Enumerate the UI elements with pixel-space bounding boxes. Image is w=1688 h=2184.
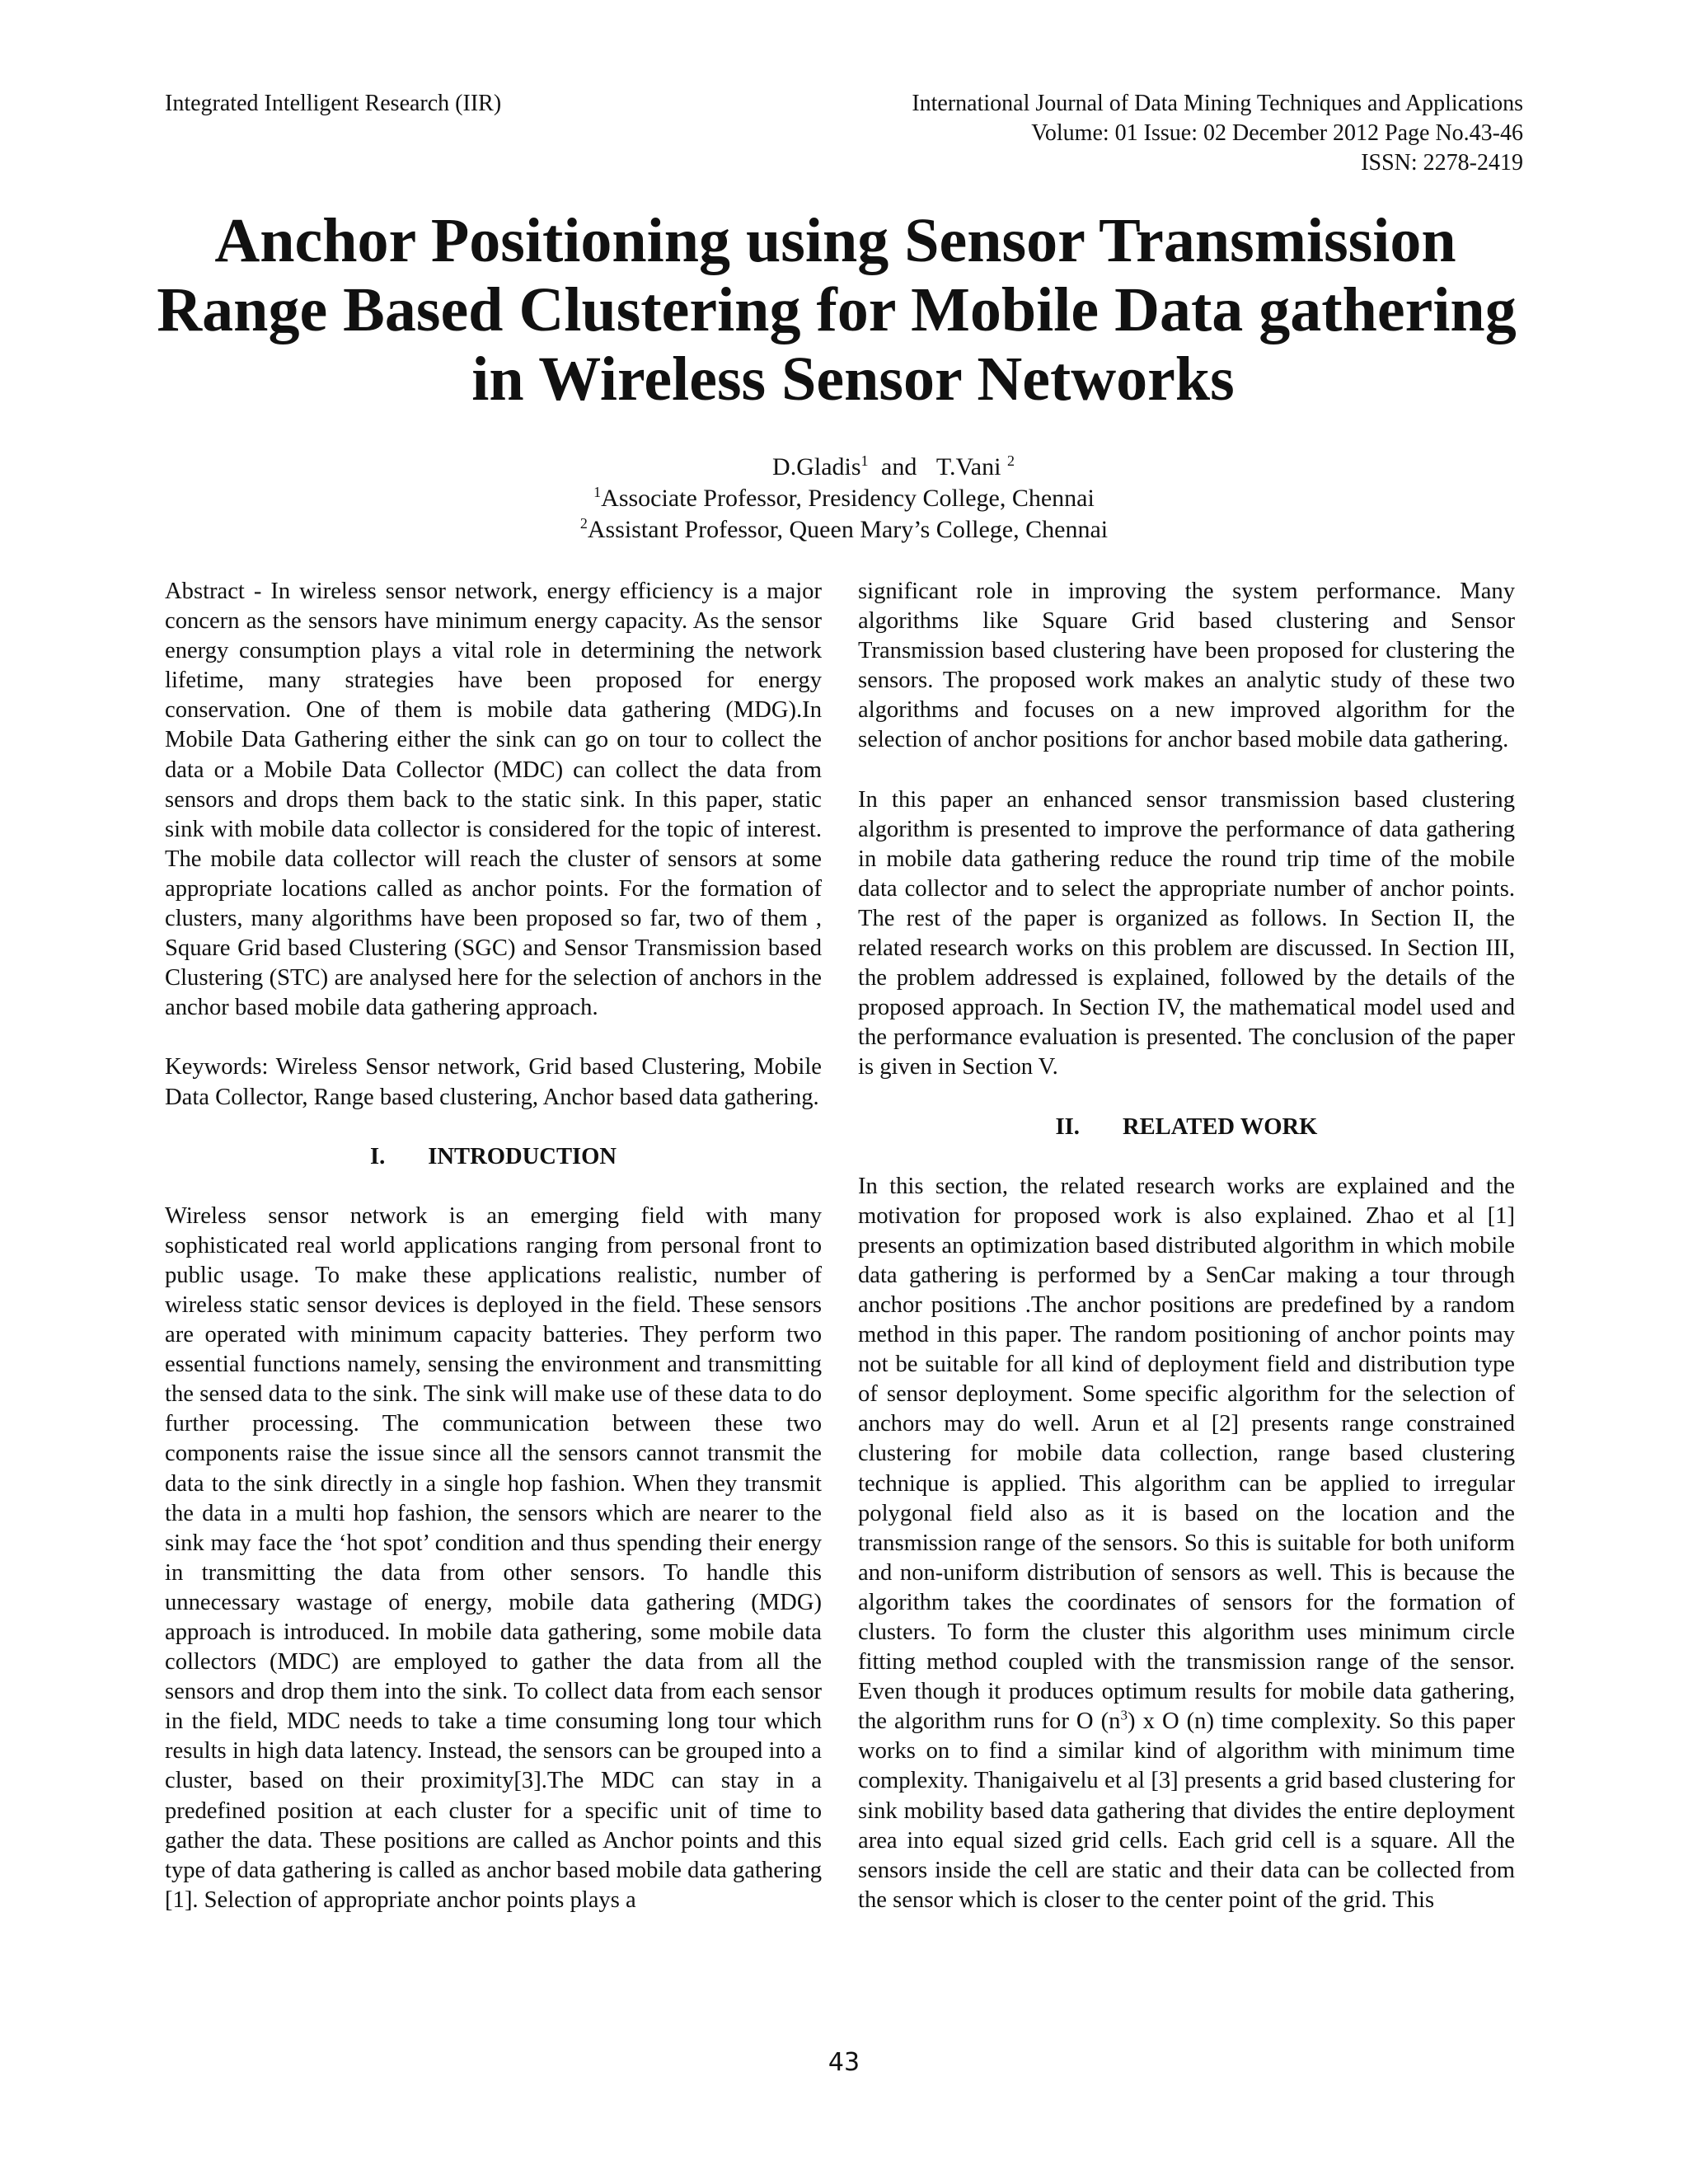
journal-name: International Journal of Data Mining Techniques and Applications [912,91,1523,116]
running-header-left: Integrated Intelligent Research (IIR) [165,91,502,116]
author-2-sup: 2 [1006,452,1015,469]
affiliation-1 [0,483,1688,514]
paper-title [148,206,1525,414]
affiliation-2-sup: 2 [579,515,588,532]
section-number: II. [1055,1113,1080,1140]
author-1-sup: 1 [860,452,869,469]
complexity-exponent: 3 [1120,1707,1128,1723]
author-2: T.Vani [935,453,1001,480]
issn: ISSN: 2278-2419 [1361,150,1523,176]
author-line [673,453,1015,480]
introduction-paragraph-2: In this paper an enhanced sensor transmission based clustering algorithm is presented to improve the performance of data gathering in mobile data gathering reduce the round trip time of the mobile data collector and to select the appropriate number of anchor points. The rest of the paper is organized as follows. In Section II, the related research works on this problem are discussed. In Section III, the problem addressed is explained, followed by the details of the proposed approach. In Section IV, the mathematical model used and the performance evaluation is presented. The conclusion of the paper is given in Section V. [858,786,1515,1080]
related-work-text-b: ) x O (n) time complexity. So this paper works on to find a similar kind of algorithm with minimum time complexity. Thanigaivelu et al [3] presents a grid based clustering for sink mobility based data gathering that divides the entire deployment area into equal sized grid cells. Each grid cell is a square. All the sensors inside the cell are static and their data can be collected from the sensor which is closer to the center point of the grid. This [858,1708,1516,1913]
affiliation-2 [0,514,1688,546]
introduction-continued: significant role in improving the system performance. Many algorithms like Square Grid based clustering and Sensor Transmission based clustering have been proposed for clustering the sensors. The proposed work makes an analytic study of these two algorithms and focuses on a new improved algorithm for the selection of anchor positions for anchor based mobile data gathering. [858,579,1515,753]
author-block [0,452,1688,546]
volume-info: Volume: 01 Issue: 02 December 2012 Page No.43-46 [1031,120,1523,146]
author-1: D.Gladis [772,453,861,480]
section-title: INTRODUCTION [428,1143,617,1169]
right-column [858,577,1515,1915]
section-heading-introduction [165,1142,822,1172]
keywords: Keywords: Wireless Sensor network, Grid based Clustering, Mobile Data Collector, Range based clustering, Anchor based data gathering. [165,1054,822,1110]
left-column [165,577,822,1915]
title-line-3: in Wireless Sensor Networks [471,344,1235,414]
section-number: I. [369,1143,386,1169]
author-and: and [881,453,917,480]
title-line-1: Anchor Positioning using Sensor Transmission [214,206,1456,275]
section-title: RELATED WORK [1122,1113,1318,1140]
section-heading-related-work [858,1113,1515,1142]
related-work-text-a: In this section, the related research works are explained and the motivation for proposed work is also explained. Zhao et al [1] presents an optimization based distributed algorithm in which mobile data gathering is performed by a SenCar making a tour through anchor positions .The anchor positions are predefined by a random method in this paper. The random positioning of anchor points may not be suitable for all kind of deployment field and distribution type of sensor deployment. Some specific algorithm for the selection of anchors may do well. Arun et al [2] presents range constrained clustering for mobile data collection, range based clustering technique is applied. This algorithm can be applied to irregular polygonal field also as it is based on the location and the transmission range of the sensors. So this is suitable for both uniform and non-uniform distribution of sensors as well. This is because the algorithm takes the coordinates of sensors for the formation of clusters. To form the cluster this algorithm uses minimum circle fitting method coupled with the transmission range of the sensor. Even though it produces optimum results for mobile data gathering, the algorithm runs for O (n [858,1173,1515,1735]
affiliation-1-sup: 1 [593,484,602,500]
page-number: 43 [828,2048,860,2077]
abstract: Abstract - In wireless sensor network, energy efficiency is a major concern as the sensors have minimum energy capacity. As the sensor energy consumption plays a vital role in determining the network lifetime, many strategies have been proposed for energy conservation. One of them is mobile data gathering (MDG).In Mobile Data Gathering either the sink can go on tour to collect the data or a Mobile Data Collector (MDC) can collect the data from sensors and drops them back to the static sink. In this paper, static sink with mobile data collector is considered for the topic of interest. The mobile data collector will reach the cluster of sensors at some appropriate locations called as anchor points. For the formation of clusters, many algorithms have been proposed so far, two of them , Square Grid based Clustering (SGC) and Sensor Transmission based Clustering (STC) are analysed here for the selection of anchors in the anchor based mobile data gathering approach. [165,579,822,1021]
title-line-2: Range Based Clustering for Mobile Data gathering [157,275,1517,344]
affiliation-2-text: Assistant Professor, Queen Mary’s College, Chennai [587,516,1109,543]
running-header-right [912,89,1523,178]
related-work-text [858,1172,1515,1915]
introduction-text: Wireless sensor network is an emerging field with many sophisticated real world applications ranging from personal front to public usage. To make these applications realistic, number of wireless static sensor devices is deployed in the field. These sensors are operated with minimum capacity batteries. They perform two essential functions namely, sensing the environment and transmitting the sensed data to the sink. The sink will make use of these data to do further processing. The communication between these two components raise the issue since all the sensors cannot transmit the data to the sink directly in a single hop fashion. When they transmit the data in a multi hop fashion, the sensors which are nearer to the sink may face the ‘hot spot’ condition and thus spending their energy in transmitting the data from other sensors. To handle this unnecessary wastage of energy, mobile data gathering (MDG) approach is introduced. In mobile data gathering, some mobile data collectors (MDC) are employed to gather the data from all the sensors and drop them into the sink. To collect data from each sensor in the field, MDC needs to take a time consuming long tour which results in high data latency. Instead, the sensors can be grouped into a cluster, based on their proximity[3].The MDC can stay in a predefined position at each cluster for a specific unit of time to gather the data. These positions are called as Anchor points and this type of data gathering is called as anchor based mobile data gathering [1]. Selection of appropriate anchor points plays a [165,1202,822,1913]
affiliation-1-text: Associate Professor, Presidency College, Chennai [601,485,1095,512]
